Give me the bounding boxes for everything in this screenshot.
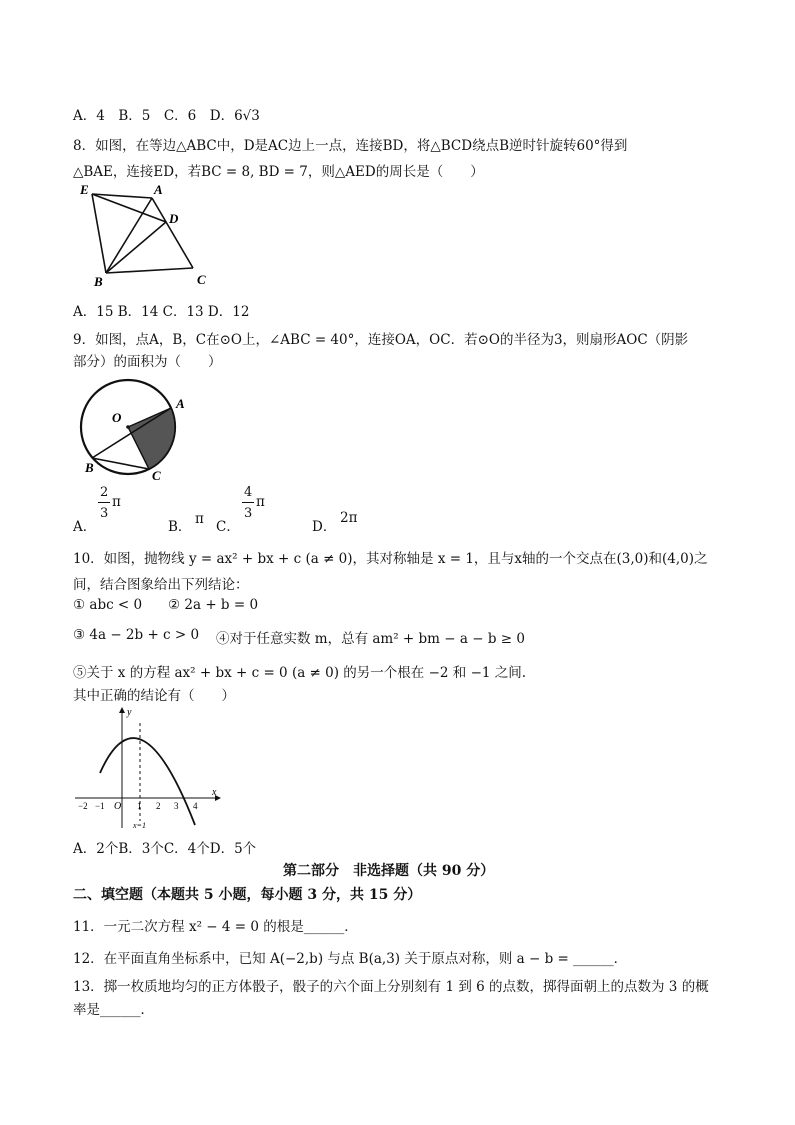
q9-label-b: B bbox=[85, 460, 94, 475]
q9-option-c-denominator: 3 bbox=[244, 506, 253, 521]
q9-option-a-numerator: 2 bbox=[100, 485, 109, 500]
q9-option-a-fraction-bar bbox=[98, 502, 110, 503]
q9-label-o: O bbox=[112, 410, 122, 425]
q11-text: 11．一元二次方程 x² − 4 = 0 的根是______． bbox=[73, 919, 358, 935]
q9-figure bbox=[70, 370, 200, 485]
q10-conclusion-5: ⑤关于 x 的方程 ax² + bx + c = 0 (a ≠ 0) 的另一个根在 −2 和 −1 之间. bbox=[73, 665, 527, 681]
q8-label-b: B bbox=[94, 274, 103, 289]
q10-tick-neg2: −2 bbox=[78, 801, 88, 811]
q10-tick-2: 2 bbox=[156, 801, 161, 811]
q9-label-a: A bbox=[176, 396, 185, 411]
q10-graph bbox=[70, 703, 230, 833]
q7-options: A．4 B．5 C．6 D．6√3 bbox=[73, 108, 260, 124]
q9-option-b-label: B． bbox=[168, 519, 192, 535]
q9-option-d-value: 2π bbox=[340, 510, 358, 526]
q10-question: 其中正确的结论有（ ） bbox=[73, 688, 235, 704]
part2-title: 第二部分 非选择题（共 90 分） bbox=[283, 863, 495, 879]
q9-option-d-label: D． bbox=[312, 519, 337, 535]
q9-shaded-sector bbox=[128, 408, 175, 469]
q8-label-e: E bbox=[80, 182, 89, 197]
q9-option-b-value: π bbox=[195, 511, 204, 527]
q13-text-line2: 率是______． bbox=[73, 1002, 154, 1018]
q9-text-line1: 9．如图，点A，B，C在⊙O上，∠ABC = 40°，连接OA，OC．若⊙O的半径为3，则扇形AOC（阴影 bbox=[73, 332, 689, 348]
q10-conclusion-3: ③ 4a − 2b + c > 0 bbox=[73, 627, 200, 643]
q8-options: A．15 B．14 C．13 D．12 bbox=[73, 304, 250, 320]
q10-tick-neg1: −1 bbox=[95, 801, 105, 811]
q9-option-c-numerator: 4 bbox=[244, 485, 253, 500]
q9-option-c-pi: π bbox=[256, 494, 265, 510]
q9-text-line2: 部分）的面积为（ ） bbox=[73, 354, 222, 370]
q10-origin-label: O bbox=[114, 801, 122, 812]
q8-label-c: C bbox=[197, 272, 206, 287]
q8-figure bbox=[70, 180, 220, 290]
q10-conclusion-4: ④对于任意实数 m，总有 am² + bm − a − b ≥ 0 bbox=[216, 631, 525, 647]
q10-tick-4: 4 bbox=[193, 801, 198, 811]
q9-option-a-pi: π bbox=[112, 494, 121, 510]
q10-text-line2: 间，结合图象给出下列结论： bbox=[73, 577, 249, 593]
q13-text-line1: 13．掷一枚质地均匀的正方体骰子，骰子的六个面上分别刻有 1 到 6 的点数，掷得面朝上的点数为 3 的概 bbox=[73, 979, 709, 995]
q10-conclusion-2: ② 2a + b = 0 bbox=[168, 597, 259, 613]
q9-option-a-label: A． bbox=[73, 519, 97, 535]
q10-conclusion-1: ① abc < 0 bbox=[73, 597, 143, 613]
q10-x-label: x bbox=[212, 787, 217, 798]
q8-label-a: A bbox=[154, 182, 163, 197]
q12-text: 12．在平面直角坐标系中，已知 A(−2,b) 与点 B(a,3) 关于原点对称，则 a − b = ______． bbox=[73, 951, 628, 967]
q9-option-c-label: C． bbox=[216, 519, 240, 535]
q9-option-a-denominator: 3 bbox=[100, 506, 109, 521]
q10-tick-1: 1 bbox=[137, 801, 142, 811]
q10-symmetry-label: x=1 bbox=[133, 821, 146, 830]
q8-text-line2: △BAE，连接ED，若BC = 8, BD = 7，则△AED的周长是（ ） bbox=[73, 164, 484, 180]
q10-tick-3: 3 bbox=[174, 801, 179, 811]
q10-options: A．2个B．3个C．4个D．5个 bbox=[73, 841, 257, 857]
q9-option-c-fraction-bar bbox=[242, 502, 254, 503]
section2-title: 二、填空题（本题共 5 小题，每小题 3 分，共 15 分） bbox=[73, 887, 422, 903]
q10-y-label: y bbox=[127, 707, 132, 718]
q8-label-d: D bbox=[169, 211, 179, 226]
q8-text-line1: 8．如图，在等边△ABC中，D是AC边上一点，连接BD，将△BCD绕点B逆时针旋转60°得到 bbox=[73, 138, 628, 154]
q10-text-line1: 10．如图，抛物线 y = ax² + bx + c (a ≠ 0)，其对称轴是 x = 1，且与x轴的一个交点在(3,0)和(4,0)之 bbox=[73, 551, 708, 567]
q9-label-c: C bbox=[152, 468, 161, 483]
